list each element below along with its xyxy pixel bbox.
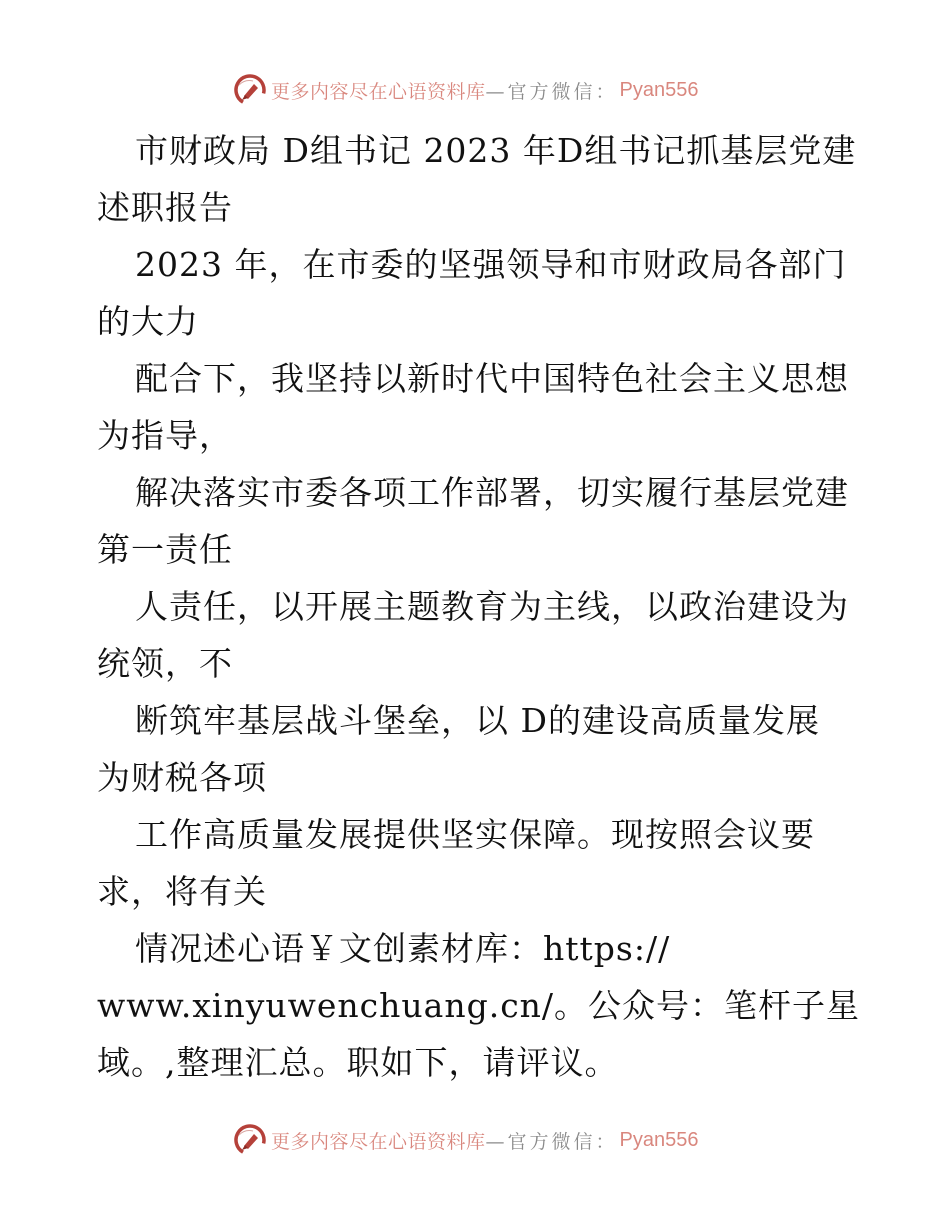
pen-nib-logo-icon bbox=[233, 1123, 267, 1157]
banner-wechat-label: —官方微信： bbox=[485, 80, 618, 103]
paragraph-line: 解决落实市委各项工作部署，切实履行基层党建 bbox=[135, 473, 849, 512]
paragraph-line: 为财税各项 bbox=[97, 758, 267, 797]
paragraph-line: 断筑牢基层战斗堡垒，以 D的建设高质量发展 bbox=[135, 701, 820, 740]
paragraph-line: 的大力 bbox=[97, 302, 199, 341]
paragraph-line: 第一责任 bbox=[97, 530, 233, 569]
paragraph-line: 为指导， bbox=[97, 416, 233, 455]
paragraph-line-url: www.xinyuwenchuang.cn/。公众号：笔杆子星 bbox=[97, 986, 861, 1025]
footer-banner bbox=[233, 1120, 699, 1160]
paragraph-line: 情况述心语￥文创素材库：https:// bbox=[135, 929, 671, 968]
banner-wechat-id: Pyan556 bbox=[619, 78, 699, 101]
title-line-1: 市财政局 D组书记 2023 年D组书记抓基层党建 bbox=[135, 131, 857, 170]
banner-site-text: 更多内容尽在心语资料库 bbox=[271, 1130, 486, 1153]
header-banner bbox=[233, 70, 699, 110]
title-line-2: 述职报告 bbox=[97, 188, 233, 227]
paragraph-line: 求，将有关 bbox=[97, 872, 267, 911]
paragraph-line: 域。,整理汇总。职如下，请评议。 bbox=[97, 1043, 619, 1082]
banner-site-text: 更多内容尽在心语资料库 bbox=[271, 80, 486, 103]
banner-wechat-id: Pyan556 bbox=[619, 1128, 699, 1151]
banner-wechat-label: —官方微信： bbox=[485, 1130, 618, 1153]
paragraph-line: 配合下，我坚持以新时代中国特色社会主义思想 bbox=[135, 359, 849, 398]
paragraph-line: 统领，不 bbox=[97, 644, 233, 683]
paragraph-line: 2023 年，在市委的坚强领导和市财政局各部门 bbox=[135, 245, 847, 284]
pen-nib-logo-icon bbox=[233, 73, 267, 107]
paragraph-line: 人责任，以开展主题教育为主线，以政治建设为 bbox=[135, 587, 849, 626]
document-body bbox=[97, 122, 867, 1091]
paragraph-line: 工作高质量发展提供坚实保障。现按照会议要 bbox=[135, 815, 815, 854]
